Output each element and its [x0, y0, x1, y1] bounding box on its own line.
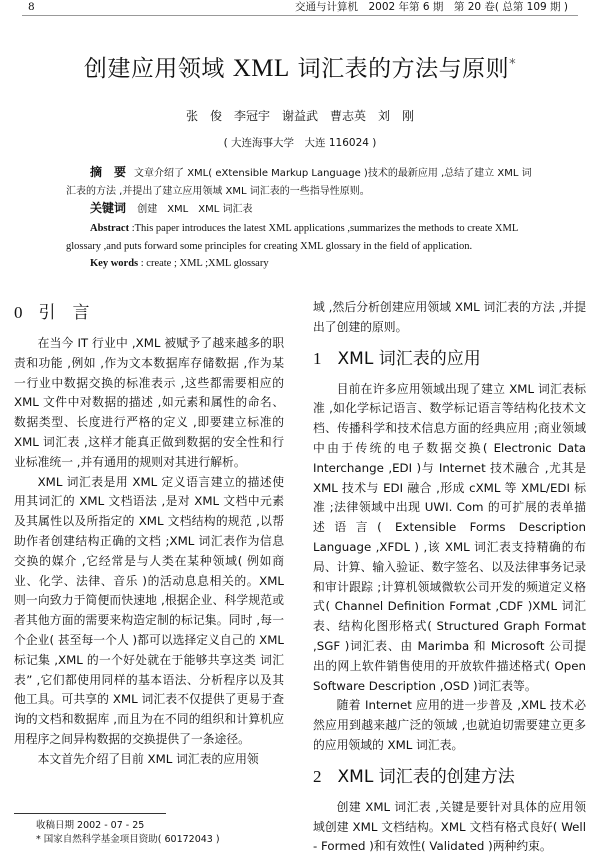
paragraph: 在当今 IT 行业中 ,XML 被赋予了越来越多的职责和功能 ,例如 ,作为文本数据库存储数据 ,作为某一行业中数据交换的标准表示 ,这些都需要相应的 XML 文件中对数据的描述 ,如元素和属性的命名、数据类型、长度进行严格的定义 ,即要建立标准的 XML 词汇表 ,这样才能真正做到数据的安全性和行业标准统一 ,并有通用的规则对其进行解析。 [14, 336, 284, 469]
keywords-cn [90, 200, 536, 219]
abstract-cn-label: 摘 要 [90, 165, 127, 179]
right-column [313, 298, 586, 857]
footnotes [36, 819, 220, 847]
paragraph: 随着 Internet 应用的进一步普及 ,XML 技术必然应用到越来越广泛的领域 ,也就迫切需要建立更多的应用领域的 XML 词汇表。 [313, 698, 586, 752]
left-column [14, 298, 284, 770]
abstract-en-text: :This paper introduces the latest XML applications ,summarizes the methods to create XML glossary ,and puts forward some principles for creating XML glossary in the field of application. [66, 223, 518, 252]
paragraph: XML 词汇表是用 XML 定义语言建立的描述使用其词汇的 XML 文档语法 ,是对 XML 文档中元素及其属性以及所指定的 XML 文档结构的规范 ,以帮助作者创建结构正确的文档 ;XML 词汇表作为信息交换的媒介 ,它经常是与人类在某种领域( 例如商业、化学、法律、音乐 )的活动息息相关的。XML 则一向致力于简便而快速地 ,根据企业、科学规范或者其他方面的需要来构造定制的标记集。同时 ,每一个企业( 甚至每一个人 )都可以选择定义自己的 XML 标记集 ,XML 的一个好处就在于能够共享这类 词汇表” ,它们都使用同样的基本语法、分析程序以及其他工具。可共享的 XML 词汇表不仅提供了更易于查询的文档和数据库 ,而且为在不同的组织和计算机应用程序之间异构数据的交换提供了一条途径。 [14, 474, 284, 746]
paragraph: 本文首先介绍了目前 XML 词汇表的应用领 [37, 751, 259, 766]
paragraph-continuation: 域 ,然后分析创建应用领域 XML 词汇表的方法 ,并提出了创建的原则。 [313, 300, 586, 334]
keywords-en-text: : create ; XML ;XML glossary [140, 258, 269, 269]
section-1-title: XML 词汇表的应用 [337, 348, 481, 369]
abstract-cn-text: 文章介绍了 XML( eXtensible Markup Language )技术的最新应用 ,总结了建立 XML 词汇表的方法 ,并提出了建立应用领域 XML 词汇表的一些指导性原则。 [66, 168, 532, 197]
abstract-cn-paragraph [66, 164, 536, 200]
abstract-en-label: Abstract [90, 223, 130, 234]
section-1-number: 1 [313, 348, 322, 368]
running-header [22, 0, 578, 16]
paragraph: 目前在许多应用领域出现了建立 XML 词汇表标准 ,如化学标记语言、数学标记语言等结构化技术文档、传播科学和技术信息方面的经典应用 ;商业领域中由于传统的电子数据交换( Electronic Data Interchange ,EDI )与 Internet 技术融合 ,尤其是 XML 技术与 EDI 融合 ,形成 cXML 等 XML/EDI 标准 ;法律领域中出现 UWI. Com 的可扩展的表单描述语言( Extensible Forms Description Language ,XFDL ) ,该 XML 词汇表支持精确的布局、计算、输入验证、数字签名、以及法律事务记录和审计跟踪 ;计算机领域微软公司开发的频道定义格式( Channel Definition Format ,CDF )XML 词汇表、结构化图形格式( Structured Graph Format ,SGF )词汇表、由 Marimba 和 Microsoft 公司提出的网上软件销售使用的开放软件描述格式( Open Software Description ,OSD )词汇表等。 [313, 381, 586, 693]
keywords-cn-text: 创建 XML XML 词汇表 [137, 204, 253, 215]
paper-title [0, 50, 600, 83]
received-date: 收稿日期 2002 - 07 - 25 [36, 820, 145, 831]
section-2-heading [313, 766, 586, 788]
chinese-abstract [66, 164, 536, 219]
keywords-en-label: Key words [90, 258, 139, 269]
keywords-en [66, 255, 536, 273]
section-1-heading [313, 348, 586, 370]
section-0-number: 0 [14, 303, 23, 322]
section-0-title: 引 言 [38, 303, 90, 323]
title-part-1: 创建应用领域 [83, 56, 233, 82]
authors: 张 俊 李冠宇 谢益武 曹志英 刘 刚 [185, 109, 414, 123]
section-2-title: XML 词汇表的创建方法 [337, 766, 515, 787]
footnote-divider [14, 813, 166, 814]
title-part-2: 词汇表的方法与原则 [289, 56, 510, 82]
section-2-number: 2 [313, 766, 322, 786]
journal-info: 交通与计算机 2002 年第 6 期 第 20 卷( 总第 109 期 ) [294, 1, 568, 13]
title-footnote-marker: * [509, 57, 517, 72]
affiliation: ( 大连海事大学 大连 116024 ) [223, 137, 377, 149]
funding-note: * 国家自然科学基金项目资助( 60172043 ) [36, 834, 220, 845]
page-number: 8 [28, 1, 35, 13]
section-0-heading [14, 302, 284, 324]
title-xml: XML [232, 55, 290, 82]
paragraph: 创建 XML 词汇表 ,关键是要针对具体的应用领域创建 XML 文档结构。XML 文档有格式良好( Well - Formed )和有效性( Validated )两种约束。 [313, 799, 586, 854]
keywords-cn-label: 关键词 [90, 201, 127, 215]
english-abstract [66, 220, 536, 273]
abstract-en-paragraph [66, 220, 536, 255]
